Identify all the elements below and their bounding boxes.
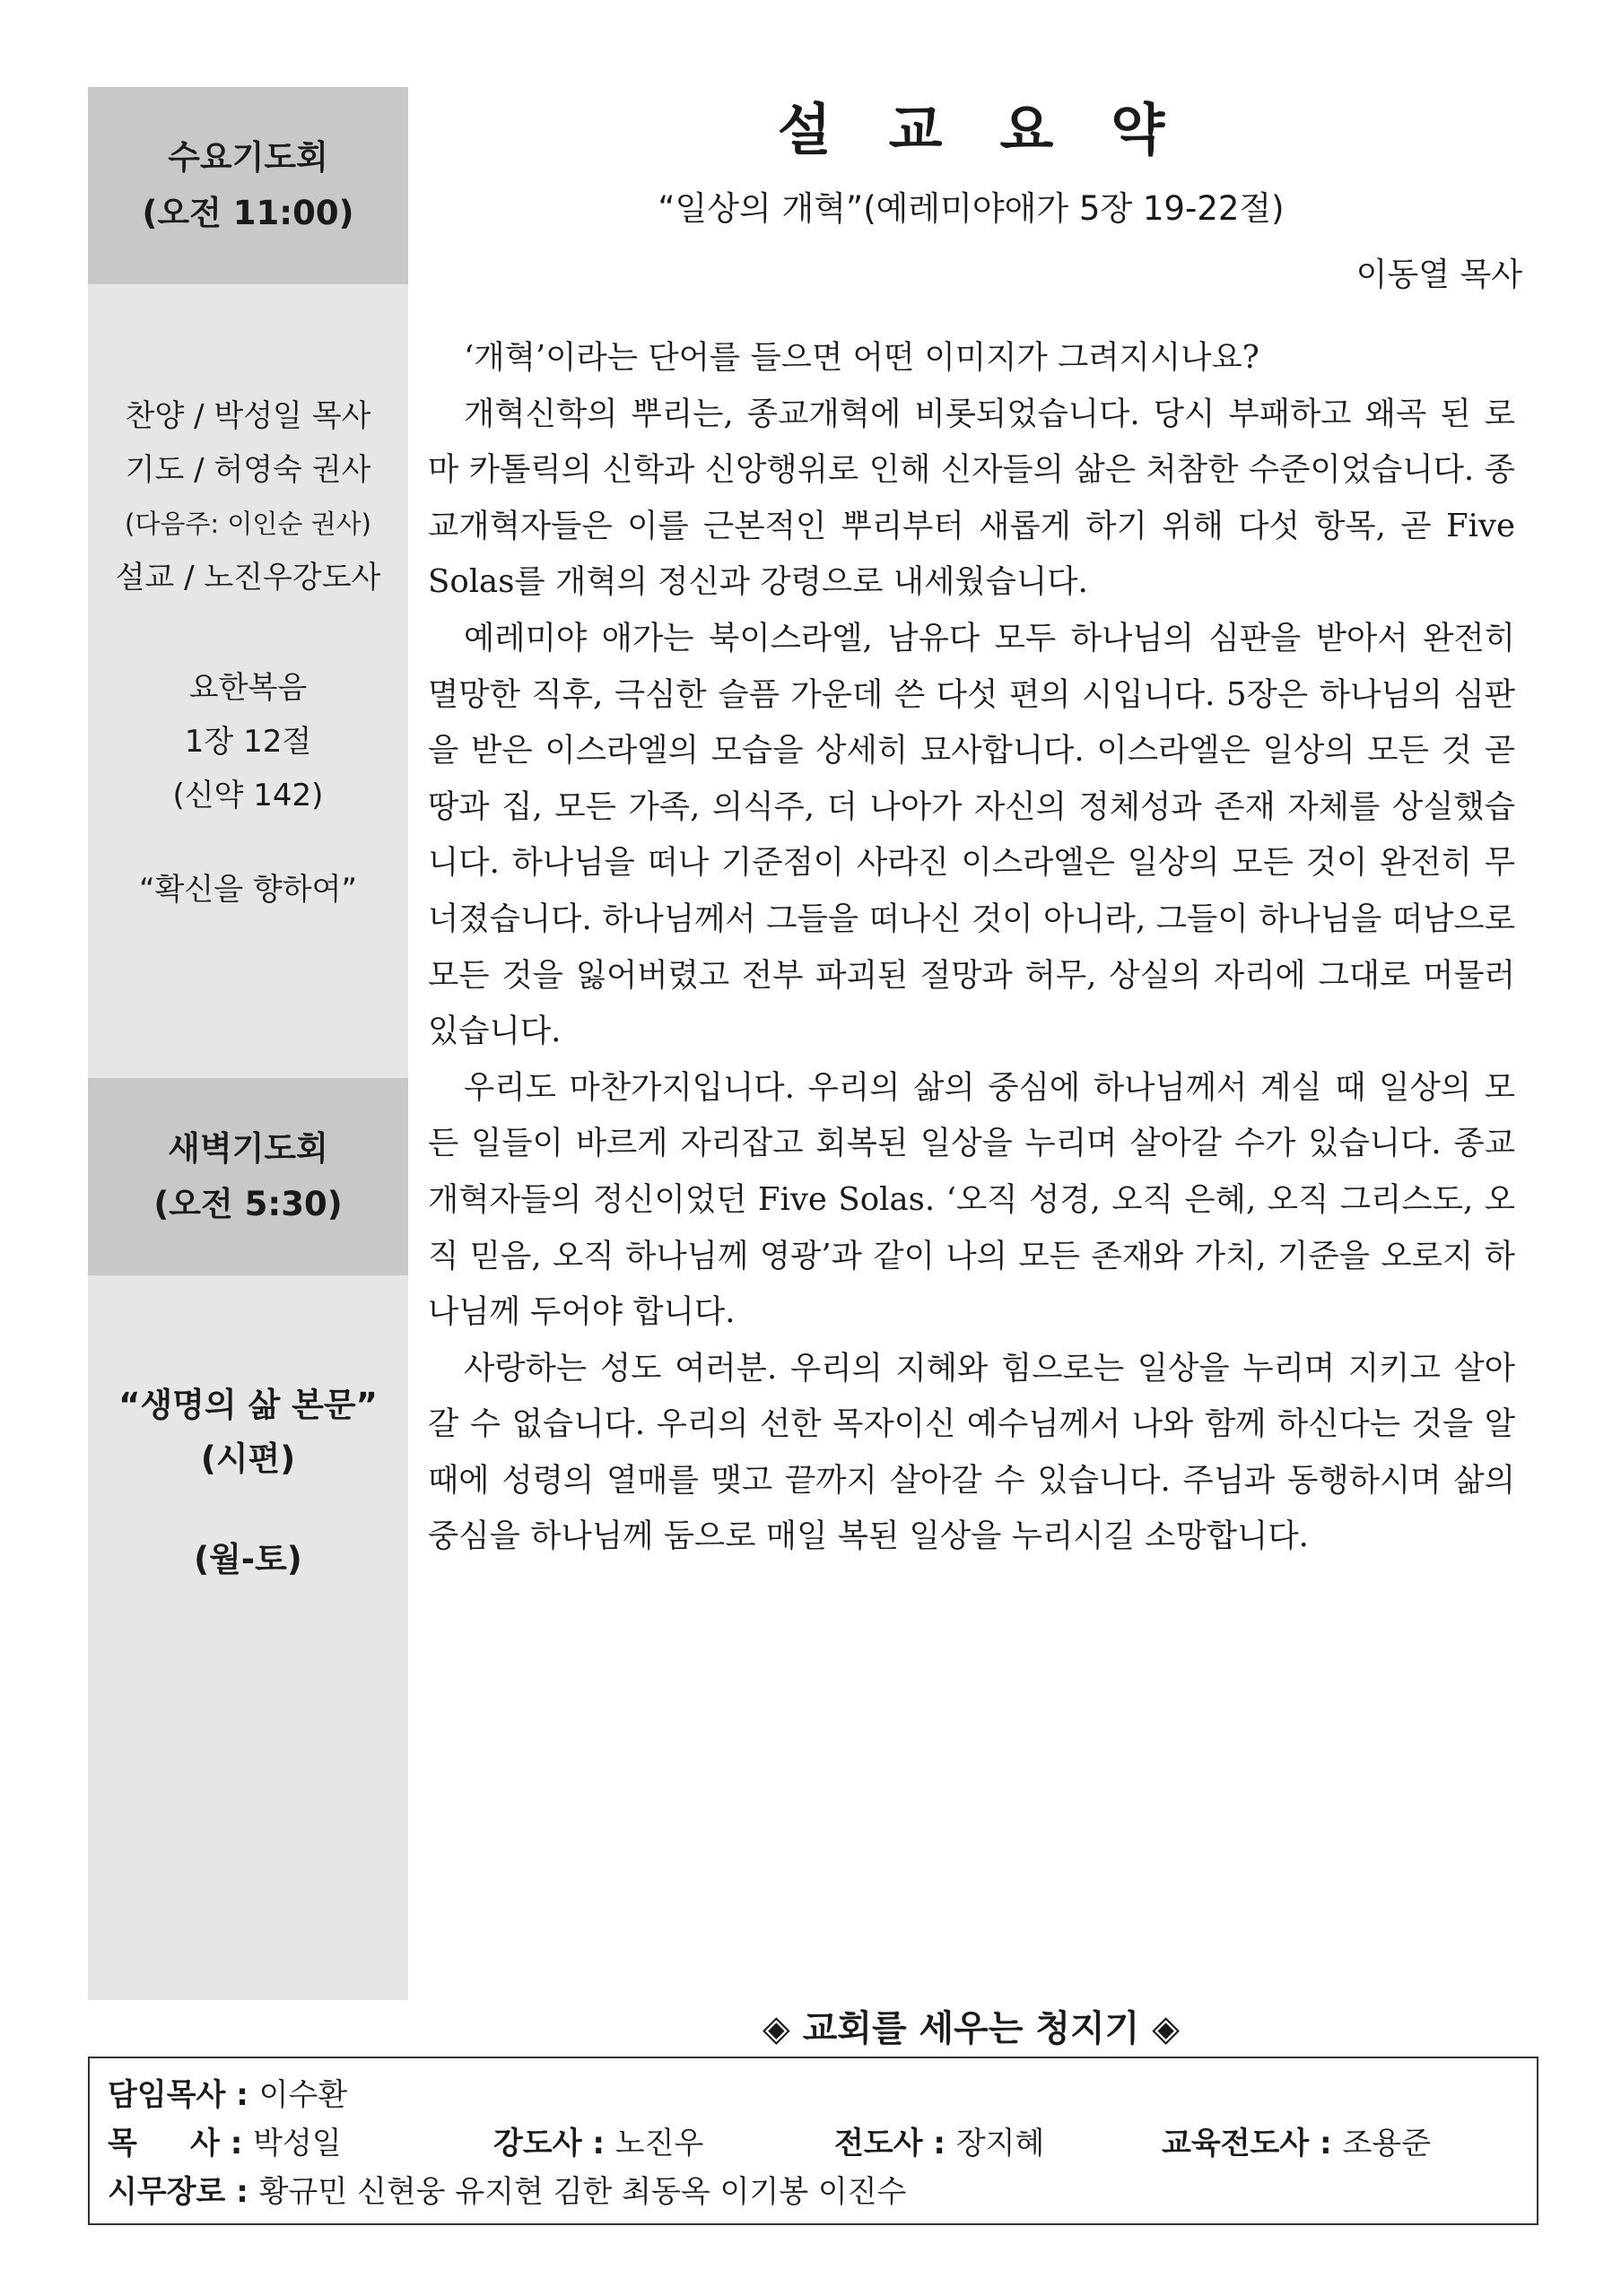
life-text-title: “생명의 삶 본문” xyxy=(118,1386,378,1424)
sermon-subtitle: “일상의 개혁”(예레미야애가 5장 19-22절) xyxy=(658,189,1285,228)
sermon-theme-text: “확신을 향하여” xyxy=(138,872,358,908)
role-sermon: 설교 / 노진우강도사 xyxy=(115,560,381,596)
sidebar xyxy=(88,87,408,2000)
role-prayer: 기도 / 허영숙 권사 xyxy=(125,452,371,488)
scripture-page: (신약 142) xyxy=(172,778,324,813)
preacher: 강도사 : 노진우 xyxy=(493,2126,704,2161)
sermon-paragraph: 사랑하는 성도 여러분. 우리의 지혜와 힘으로는 일상을 누리며 지키고 살아갈 수 없습니다. 우리의 선한 목자이신 예수님께서 나와 함께 하신다는 것을 알 때에 성령의 열매를 맺고 끝까지 살아갈 수 있습니다. 주님과 동행하시며 삶의 중심을 하나님께 둠으로 매일 복된 일상을 누리시길 소망합니다. xyxy=(428,1349,1515,1555)
wednesday-prayer-title: 수요기도회 xyxy=(168,138,328,177)
life-text-block xyxy=(88,1378,408,1587)
scripture-book: 요한복음 xyxy=(188,670,308,706)
pastor: 목 사 : 박성일 xyxy=(108,2126,342,2161)
stewards-row xyxy=(108,2119,1519,2168)
sermon-heading: 설교요약 xyxy=(777,97,1223,162)
sermon-paragraph: 개혁신학의 뿌리는, 종교개혁에 비롯되었습니다. 당시 부패하고 왜곡 된 로마 카톨릭의 신학과 신앙행위로 인해 신자들의 삶은 처참한 수준이었습니다. 종교개혁자들은 이를 근본적인 뿌리부터 새롭게 하기 위해 다섯 항목, 곧 Five Solas를 개혁의 정신과 강령으로 내세웠습니다. xyxy=(428,395,1515,601)
life-text-days: (월-토) xyxy=(194,1540,302,1578)
life-text-book: (시편) xyxy=(200,1439,296,1478)
sermon-paragraph: ‘개혁’이라는 단어를 들으면 어떤 이미지가 그려지시나요? xyxy=(464,339,1259,376)
stewards-title: ◈ 교회를 세우는 청지기 ◈ xyxy=(763,2008,1180,2049)
sermon-paragraph: 우리도 마찬가지입니다. 우리의 삶의 중심에 하나님께서 계실 때 일상의 모든 일들이 바르게 자리잡고 회복된 일상을 누리며 살아갈 수가 있습니다. 종교개혁자들의 정신이었던 Five Solas. ‘오직 성경, 오직 은혜, 오직 그리스도, 오직 믿음, 오직 하나님께 영광’과 같이 나의 모든 존재와 가치, 기준을 오로지 하나님께 두어야 합니다. xyxy=(428,1068,1515,1331)
scripture-reference xyxy=(88,661,408,822)
sermon-body xyxy=(428,330,1515,1565)
evangelist: 전도사 : 장지혜 xyxy=(834,2126,1045,2161)
role-next-prayer: (다음주: 이인순 권사) xyxy=(125,509,371,539)
sermon-theme xyxy=(88,863,408,917)
education-evangelist: 교육전도사 : 조용준 xyxy=(1162,2126,1432,2161)
scripture-verse: 1장 12절 xyxy=(184,724,312,760)
serving-elders: 시무장로 : 황규민 신현웅 유지현 김한 최동옥 이기봉 이진수 xyxy=(108,2174,907,2210)
dawn-prayer-time: (오전 5:30) xyxy=(153,1185,343,1223)
wednesday-prayer-time: (오전 11:00) xyxy=(142,194,354,232)
stewards-row xyxy=(108,2071,1519,2119)
stewards-row xyxy=(108,2168,1519,2216)
dawn-prayer-box xyxy=(88,1078,408,1275)
stewards-box xyxy=(88,2057,1538,2225)
service-roles xyxy=(88,389,408,604)
dawn-prayer-title: 새벽기도회 xyxy=(168,1129,328,1168)
sermon-paragraph: 예레미야 애가는 북이스라엘, 남유다 모두 하나님의 심판을 받아서 완전히 멸망한 직후, 극심한 슬픔 가운데 쓴 다섯 편의 시입니다. 5장은 하나님의 심판을 받은 이스라엘의 모습을 상세히 묘사합니다. 이스라엘은 일상의 모든 것 곧 땅과 집, 모든 가족, 의식주, 더 나아가 자신의 정체성과 존재 자체를 상실했습니다. 하나님을 떠나 기준점이 사라진 이스라엘은 일상의 모든 것이 완전히 무너졌습니다. 하나님께서 그들을 떠나신 것이 아니라, 그들이 하나님을 떠남으로 모든 것을 잃어버렸고 전부 파괴된 절망과 허무, 상실의 자리에 그대로 머물러 있습니다. xyxy=(428,619,1515,1050)
role-praise: 찬양 / 박성일 목사 xyxy=(125,398,371,434)
wednesday-prayer-box xyxy=(88,87,408,284)
sermon-author: 이동열 목사 xyxy=(1355,257,1522,293)
senior-pastor: 담임목사 : 이수환 xyxy=(108,2077,348,2113)
